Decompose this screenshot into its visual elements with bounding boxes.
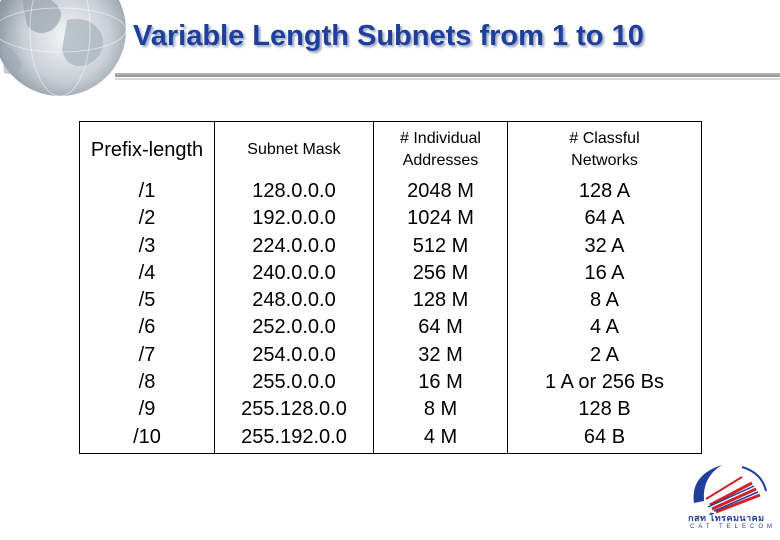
prefix-cell: /5: [138, 289, 156, 312]
addresses-column: [374, 178, 508, 453]
title-divider: [115, 73, 780, 77]
networks-cell: 4 A: [590, 316, 619, 339]
addresses-cell: 32 M: [418, 343, 463, 366]
networks-cell: 8 A: [590, 289, 619, 312]
subnet-table: [79, 121, 702, 454]
addresses-cell: 64 M: [418, 316, 463, 339]
slide-title: Variable Length Subnets from 1 to 10: [133, 20, 644, 52]
globe-icon: [0, 0, 132, 100]
mask-column: [215, 178, 374, 453]
title-divider-shadow: [115, 78, 780, 80]
networks-cell: 64 B: [583, 425, 626, 448]
mask-cell: 248.0.0.0: [252, 289, 336, 312]
mask-cell: 240.0.0.0: [252, 261, 336, 284]
mask-cell: 255.0.0.0: [252, 371, 336, 394]
header-prefix-length: Prefix-length: [80, 122, 215, 179]
mask-cell: 192.0.0.0: [252, 207, 336, 230]
mask-cell: 252.0.0.0: [252, 316, 336, 339]
mask-cell: 255.128.0.0: [241, 398, 347, 421]
mask-cell: 224.0.0.0: [252, 234, 336, 257]
prefix-cell: /2: [138, 207, 156, 230]
logo-thai-name: กสท โทรคมนาคม: [688, 513, 765, 523]
addresses-cell: 256 M: [412, 261, 469, 284]
logo-latin-name: CAT TELECOM: [690, 524, 777, 530]
header-addresses-line1: # Individual: [400, 130, 481, 147]
addresses-cell: 8 M: [423, 398, 458, 421]
prefix-cell: /3: [138, 234, 156, 257]
networks-column: [508, 178, 702, 453]
networks-cell: 2 A: [590, 343, 619, 366]
header-networks-line2: Networks: [571, 152, 638, 169]
mask-cell: 254.0.0.0: [252, 343, 336, 366]
mask-cell: 255.192.0.0: [241, 425, 347, 448]
prefix-column: [80, 178, 215, 453]
prefix-cell: /1: [138, 180, 156, 202]
networks-cell: 128 A: [578, 180, 631, 202]
header-individual-addresses: [374, 122, 508, 179]
table-body-row: [80, 178, 702, 453]
prefix-cell: /10: [133, 425, 161, 448]
mask-cell: 128.0.0.0: [252, 180, 336, 202]
header-networks-line1: # Classful: [569, 130, 640, 147]
addresses-cell: 4 M: [423, 425, 458, 448]
networks-cell: 1 A or 256 Bs: [545, 371, 664, 394]
prefix-cell: /8: [138, 371, 156, 394]
prefix-cell: /6: [138, 316, 156, 339]
addresses-cell: 512 M: [412, 234, 469, 257]
header-subnet-mask: Subnet Mask: [215, 122, 374, 179]
networks-cell: 128 B: [578, 398, 631, 421]
header-addresses-line2: Addresses: [402, 152, 479, 169]
addresses-cell: 1024 M: [407, 207, 474, 230]
header-classful-networks: [508, 122, 702, 179]
networks-cell: 16 A: [584, 261, 625, 284]
addresses-cell: 2048 M: [407, 180, 474, 202]
networks-cell: 64 A: [584, 207, 625, 230]
addresses-cell: 16 M: [418, 371, 463, 394]
networks-cell: 32 A: [584, 234, 625, 257]
prefix-cell: /9: [138, 398, 156, 421]
addresses-cell: 128 M: [412, 289, 469, 312]
prefix-cell: /7: [138, 343, 156, 366]
table-header-row: [80, 122, 702, 179]
prefix-cell: /4: [138, 261, 156, 284]
